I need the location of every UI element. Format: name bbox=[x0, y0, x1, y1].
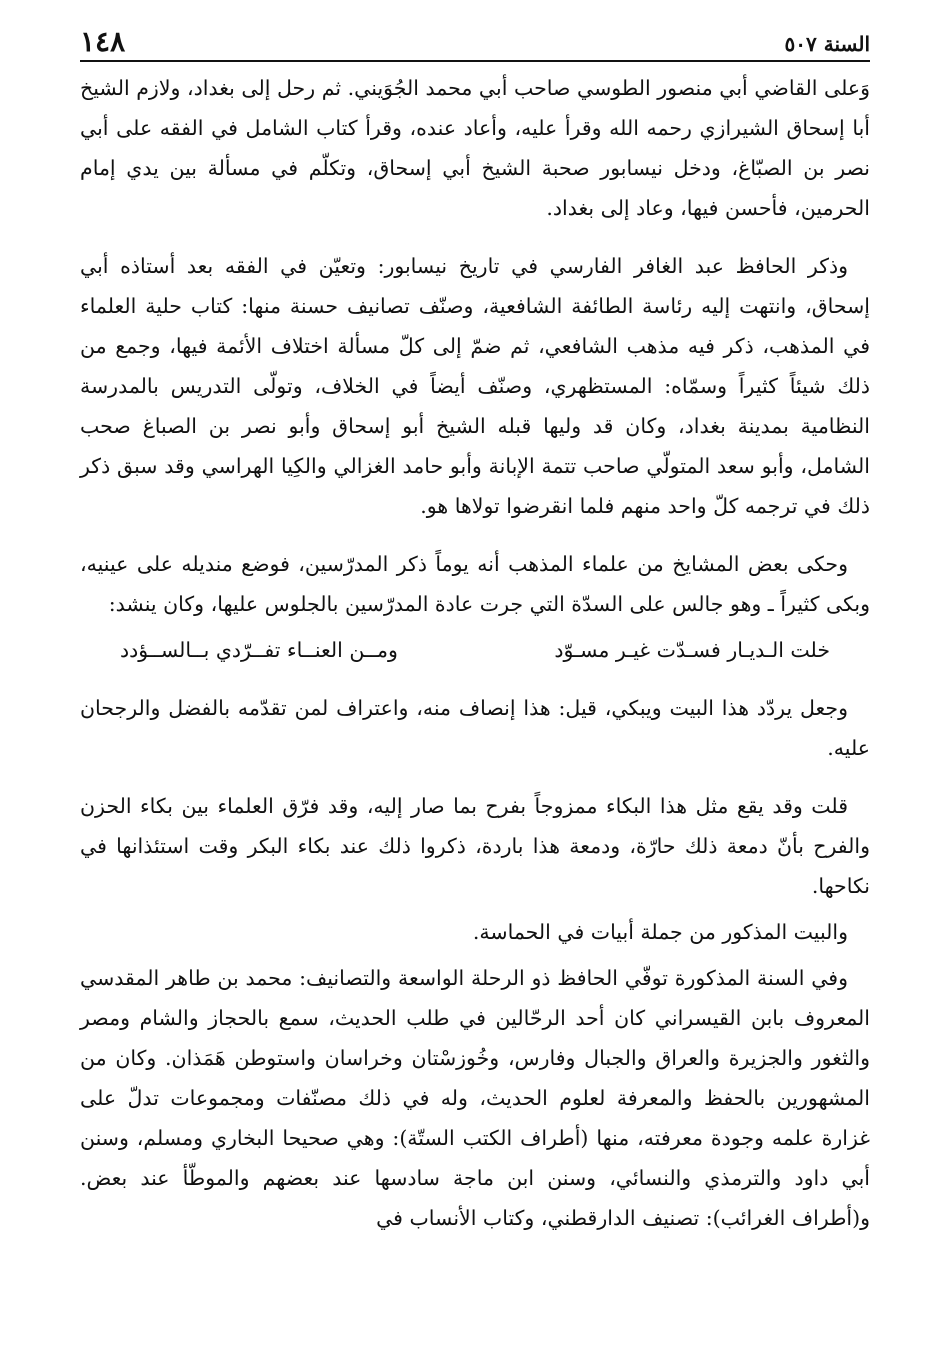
paragraph: وفي السنة المذكورة توفّي الحافظ ذو الرحلة الواسعة والتصانيف: محمد بن طاهر المقدسي المعروف بابن القيسراني كان أحد الرحّالين في طلب الحديث، سمع بالحجاز والشام ومصر والثغور والجزيرة والعراق والجبال وفارس، وخُوزسْتان وخراسان واستوطن هَمَذان. وكان من المشهورين بالحفظ والمعرفة لعلوم الحديث، وله في ذلك مصنّفات ومجموعات تدلّ على غزارة علمه وجودة معرفته، منها (أطراف الكتب الستّة): وهي صحيحا البخاري ومسلم، وسنن أبي داود والترمذي والنسائي، وسنن ابن ماجة سادسها عند بعضهم والموطّأ عند بعض. و(أطراف الغرائب): تصنيف الدارقطني، وكتاب الأنساب في bbox=[80, 966, 870, 1230]
page-header bbox=[80, 22, 870, 62]
running-header-year: السنة ٥٠٧ bbox=[784, 32, 870, 56]
paragraph: قلت وقد يقع مثل هذا البكاء ممزوجاً بفرح بما صار إليه، وقد فرّق العلماء بين بكاء الحزن والفرح بأنّ دمعة ذلك حارّة، ودمعة هذا باردة، ذكروا ذلك عند بكاء البكر وقت استئذانها في نكاحها. bbox=[80, 794, 870, 898]
poetry-verse bbox=[120, 630, 830, 670]
verse-first-hemistich: خلت الـديـار فسـدّت غيـر مسـوّد bbox=[554, 638, 830, 662]
paragraph: وجعل يردّد هذا البيت ويبكي، قيل: هذا إنصاف منه، واعتراف لمن تقدّمه بالفضل والرجحان عليه. bbox=[80, 696, 870, 760]
paragraph: وذكر الحافظ عبد الغافر الفارسي في تاريخ نيسابور: وتعيّن في الفقه بعد أستاذه أبي إسحاق، وانتهت إليه رئاسة الطائفة الشافعية، وصنّف تصانيف حسنة منها: كتاب حلية العلماء في المذهب، ذكر فيه مذهب الشافعي، ثم ضمّ إلى كلّ مسألة اختلاف الأئمة فيها، وجمع من ذلك شيئاً كثيراً وسمّاه: المستظهري، وصنّف أيضاً في الخلاف، وتولّى التدريس بالمدرسة النظامية بمدينة بغداد، وكان قد وليها قبله الشيخ أبو إسحاق وأبو نصر بن الصباغ صحب الشامل، وأبو سعد المتولّي صاحب تتمة الإبانة وأبو حامد الغزالي والكِيا الهراسي وقد سبق ذكر ذلك في ترجمه كلّ واحد منهم فلما انقرضوا تولاها هو. bbox=[80, 254, 870, 518]
page-number: ١٤٨ bbox=[80, 25, 126, 58]
paragraph: وحكى بعض المشايخ من علماء المذهب أنه يوماً ذكر المدرّسين، فوضع منديله على عينيه، وبكى كثيراً ـ وهو جالس على السدّة التي جرت عادة المدرّسين بالجلوس عليها، وكان ينشد: bbox=[80, 552, 870, 616]
page-body bbox=[80, 68, 870, 1238]
paragraph: والبيت المذكور من جملة أبيات في الحماسة. bbox=[472, 920, 848, 944]
paragraph: وَعلى القاضي أبي منصور الطوسي صاحب أبي محمد الجُوَيني. ثم رحل إلى بغداد، ولازم الشيخ أبا إسحاق الشيرازي رحمه الله وقرأ عليه، وأعاد عنده، وقرأ كتاب الشامل في الفقه على أبي نصر بن الصبّاغ، ودخل نيسابور صحبة الشيخ أبي إسحاق، وتكلّم في مسألة بين يدي إمام الحرمين، فأحسن فيها، وعاد إلى بغداد. bbox=[80, 76, 870, 220]
book-page bbox=[80, 22, 870, 1238]
verse-second-hemistich: ومــن العنــاء تفــرّدي بــالســؤدد bbox=[120, 638, 398, 662]
